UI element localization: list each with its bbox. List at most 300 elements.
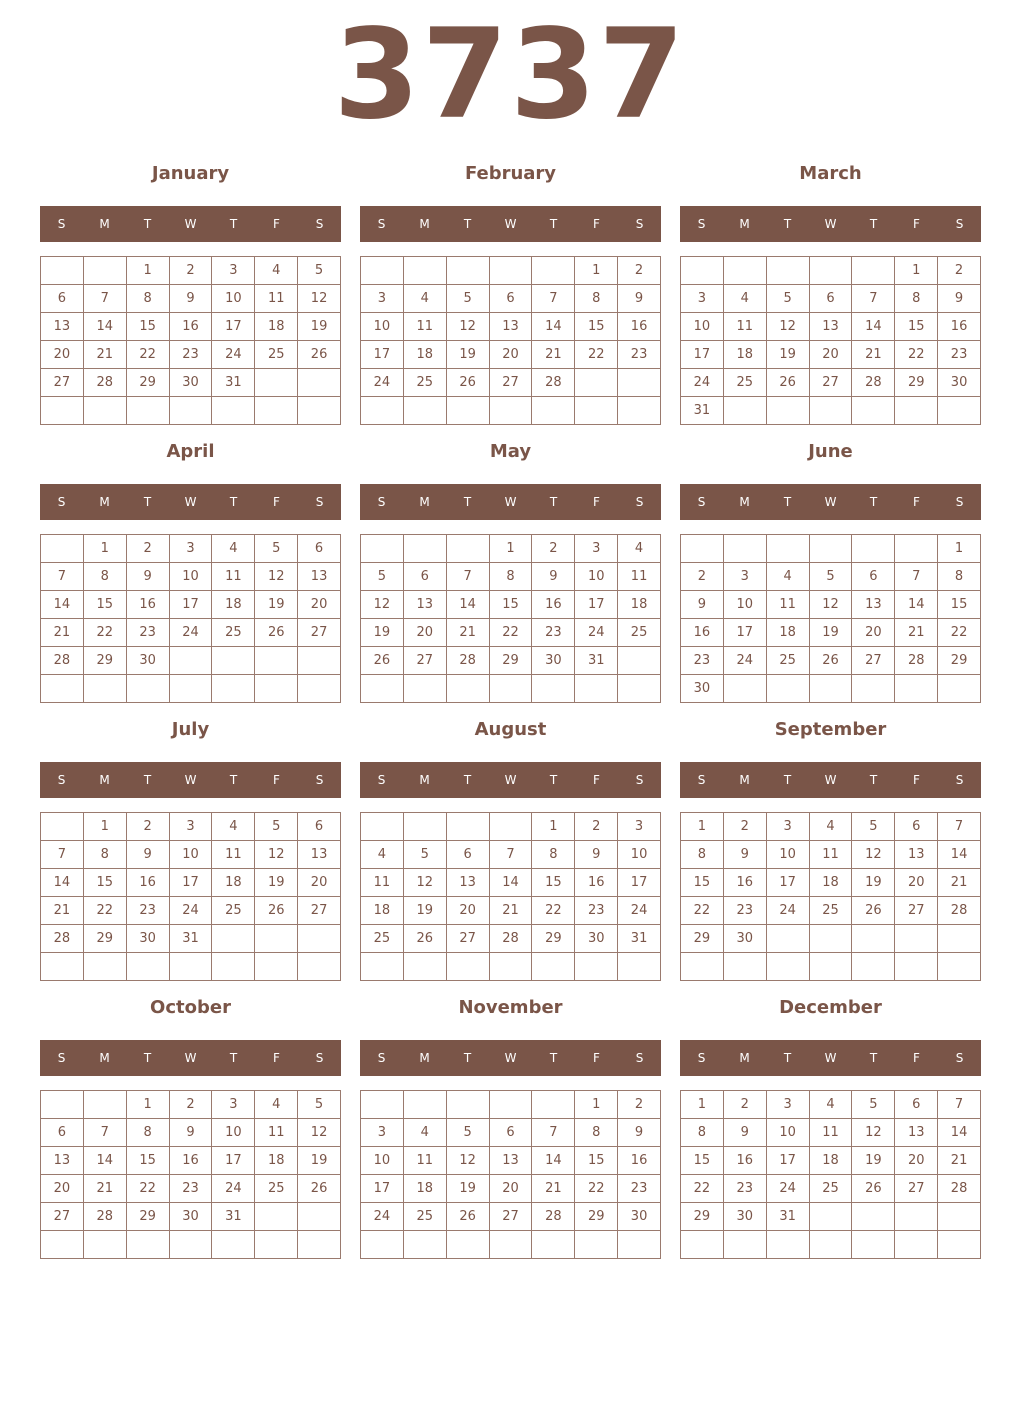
weekday-label: S [635, 217, 644, 231]
empty-day-cell [361, 535, 404, 563]
empty-day-cell [404, 1231, 447, 1259]
day-cell: 26 [852, 897, 895, 925]
empty-day-cell [724, 535, 767, 563]
weekday-label: S [57, 217, 66, 231]
day-cell: 18 [255, 313, 298, 341]
day-cell: 9 [127, 563, 170, 591]
day-cell: 30 [170, 1203, 213, 1231]
day-cell: 29 [681, 925, 724, 953]
day-cell: 8 [575, 285, 618, 313]
empty-day-cell [298, 397, 341, 425]
day-cell: 2 [532, 535, 575, 563]
empty-day-cell [618, 369, 661, 397]
day-cell: 9 [618, 1119, 661, 1147]
month-name: August [474, 719, 547, 740]
empty-day-cell [532, 675, 575, 703]
day-cell: 15 [532, 869, 575, 897]
empty-day-cell [447, 1091, 490, 1119]
day-cell: 14 [447, 591, 490, 619]
day-cell: 2 [170, 257, 213, 285]
day-cell: 20 [895, 869, 938, 897]
empty-day-cell [852, 1231, 895, 1259]
day-cell: 21 [938, 869, 981, 897]
day-cell: 24 [212, 1175, 255, 1203]
day-cell: 25 [255, 341, 298, 369]
day-cell: 7 [532, 285, 575, 313]
day-cell: 14 [41, 869, 84, 897]
day-cell: 14 [41, 591, 84, 619]
day-cell: 25 [361, 925, 404, 953]
day-cell: 18 [810, 1147, 853, 1175]
empty-day-cell [681, 535, 724, 563]
empty-day-cell [361, 953, 404, 981]
empty-day-cell [895, 397, 938, 425]
weekday-label: F [593, 217, 600, 231]
empty-day-cell [212, 925, 255, 953]
day-cell: 6 [41, 285, 84, 313]
day-cell: 22 [84, 619, 127, 647]
weekday-label: M [739, 773, 750, 787]
day-cell: 6 [404, 563, 447, 591]
empty-day-cell [895, 535, 938, 563]
empty-day-cell [127, 397, 170, 425]
day-cell: 8 [681, 841, 724, 869]
empty-day-cell [212, 675, 255, 703]
day-cell: 11 [810, 1119, 853, 1147]
day-cell: 29 [895, 369, 938, 397]
day-cell: 28 [41, 647, 84, 675]
day-cell: 12 [255, 841, 298, 869]
weekday-label: W [824, 1051, 837, 1065]
day-cell: 11 [404, 313, 447, 341]
weekday-label: T [869, 495, 878, 509]
day-cell: 18 [618, 591, 661, 619]
day-cell: 3 [361, 285, 404, 313]
weekday-label: T [549, 1051, 558, 1065]
day-cell: 30 [127, 647, 170, 675]
weekday-label: M [99, 1051, 110, 1065]
day-grid [680, 1090, 981, 1259]
day-cell: 1 [575, 1091, 618, 1119]
empty-day-cell [447, 257, 490, 285]
empty-day-cell [404, 1091, 447, 1119]
empty-day-cell [532, 1091, 575, 1119]
day-cell: 17 [361, 341, 404, 369]
month-name: December [779, 997, 882, 1018]
day-cell: 10 [212, 285, 255, 313]
day-cell: 9 [170, 1119, 213, 1147]
day-cell: 7 [895, 563, 938, 591]
day-cell: 16 [127, 591, 170, 619]
day-cell: 26 [404, 925, 447, 953]
day-cell: 18 [212, 869, 255, 897]
day-cell: 22 [575, 1175, 618, 1203]
empty-day-cell [724, 257, 767, 285]
day-cell: 15 [490, 591, 533, 619]
month-name: September [774, 719, 887, 740]
day-cell: 3 [681, 285, 724, 313]
day-cell: 25 [255, 1175, 298, 1203]
day-cell: 7 [41, 563, 84, 591]
weekday-header [40, 206, 341, 242]
day-cell: 6 [490, 1119, 533, 1147]
day-cell: 20 [41, 1175, 84, 1203]
day-cell: 10 [618, 841, 661, 869]
day-cell: 4 [212, 813, 255, 841]
empty-day-cell [575, 675, 618, 703]
day-cell: 7 [938, 1091, 981, 1119]
day-cell: 29 [490, 647, 533, 675]
empty-day-cell [681, 257, 724, 285]
day-cell: 14 [852, 313, 895, 341]
day-cell: 2 [618, 1091, 661, 1119]
day-cell: 7 [84, 285, 127, 313]
weekday-label: S [697, 495, 706, 509]
weekday-label: S [635, 773, 644, 787]
empty-day-cell [298, 675, 341, 703]
empty-day-cell [84, 675, 127, 703]
day-cell: 28 [895, 647, 938, 675]
day-cell: 13 [490, 313, 533, 341]
day-cell: 24 [170, 619, 213, 647]
empty-day-cell [361, 1231, 404, 1259]
day-cell: 23 [532, 619, 575, 647]
day-cell: 22 [938, 619, 981, 647]
day-cell: 4 [810, 1091, 853, 1119]
day-cell: 6 [810, 285, 853, 313]
day-cell: 4 [404, 1119, 447, 1147]
weekday-header [680, 484, 981, 520]
day-cell: 15 [84, 869, 127, 897]
empty-day-cell [938, 953, 981, 981]
day-cell: 23 [170, 1175, 213, 1203]
day-cell: 10 [767, 1119, 810, 1147]
empty-day-cell [767, 257, 810, 285]
day-cell: 8 [127, 1119, 170, 1147]
weekday-label: S [955, 217, 964, 231]
day-cell: 11 [361, 869, 404, 897]
day-cell: 24 [575, 619, 618, 647]
day-cell: 17 [575, 591, 618, 619]
day-cell: 21 [532, 1175, 575, 1203]
weekday-label: S [315, 495, 324, 509]
day-cell: 30 [724, 1203, 767, 1231]
day-cell: 9 [575, 841, 618, 869]
day-cell: 20 [895, 1147, 938, 1175]
empty-day-cell [938, 397, 981, 425]
empty-day-cell [404, 675, 447, 703]
empty-day-cell [127, 675, 170, 703]
weekday-label: T [463, 217, 472, 231]
day-cell: 11 [810, 841, 853, 869]
day-cell: 10 [575, 563, 618, 591]
weekday-label: M [739, 1051, 750, 1065]
empty-day-cell [41, 813, 84, 841]
weekday-label: S [697, 217, 706, 231]
day-cell: 24 [767, 897, 810, 925]
day-cell: 13 [447, 869, 490, 897]
day-cell: 18 [361, 897, 404, 925]
day-cell: 10 [170, 841, 213, 869]
weekday-label: F [593, 773, 600, 787]
day-cell: 8 [575, 1119, 618, 1147]
day-cell: 19 [810, 619, 853, 647]
empty-day-cell [212, 397, 255, 425]
day-cell: 28 [532, 1203, 575, 1231]
day-cell: 6 [895, 1091, 938, 1119]
empty-day-cell [810, 1231, 853, 1259]
day-cell: 1 [490, 535, 533, 563]
day-cell: 19 [255, 591, 298, 619]
day-cell: 1 [575, 257, 618, 285]
empty-day-cell [938, 925, 981, 953]
weekday-label: S [57, 495, 66, 509]
day-cell: 14 [938, 841, 981, 869]
day-cell: 28 [532, 369, 575, 397]
day-cell: 12 [852, 841, 895, 869]
month-name: March [799, 163, 862, 184]
day-cell: 13 [490, 1147, 533, 1175]
empty-day-cell [490, 953, 533, 981]
day-cell: 10 [681, 313, 724, 341]
day-cell: 27 [852, 647, 895, 675]
empty-day-cell [255, 925, 298, 953]
month-name: February [464, 163, 557, 184]
weekday-label: S [955, 773, 964, 787]
empty-day-cell [895, 675, 938, 703]
day-cell: 27 [490, 1203, 533, 1231]
day-cell: 15 [127, 313, 170, 341]
day-cell: 11 [767, 591, 810, 619]
day-cell: 22 [127, 1175, 170, 1203]
day-cell: 17 [767, 869, 810, 897]
empty-day-cell [895, 1203, 938, 1231]
weekday-label: W [184, 773, 197, 787]
day-grid [360, 256, 661, 425]
weekday-label: F [273, 1051, 280, 1065]
day-cell: 8 [84, 563, 127, 591]
day-cell: 3 [575, 535, 618, 563]
day-cell: 29 [127, 369, 170, 397]
day-cell: 20 [810, 341, 853, 369]
weekday-header [40, 1040, 341, 1076]
day-cell: 9 [532, 563, 575, 591]
day-cell: 25 [212, 897, 255, 925]
day-cell: 28 [84, 1203, 127, 1231]
day-cell: 11 [724, 313, 767, 341]
day-grid [360, 812, 661, 981]
day-grid [40, 1090, 341, 1259]
day-cell: 3 [212, 257, 255, 285]
day-cell: 6 [298, 813, 341, 841]
day-cell: 26 [298, 1175, 341, 1203]
day-cell: 30 [127, 925, 170, 953]
day-cell: 23 [724, 897, 767, 925]
day-cell: 6 [852, 563, 895, 591]
day-cell: 26 [810, 647, 853, 675]
empty-day-cell [575, 1231, 618, 1259]
day-cell: 21 [490, 897, 533, 925]
day-cell: 2 [127, 535, 170, 563]
day-cell: 24 [724, 647, 767, 675]
day-cell: 27 [895, 897, 938, 925]
day-cell: 15 [895, 313, 938, 341]
weekday-label: S [635, 495, 644, 509]
empty-day-cell [767, 397, 810, 425]
day-cell: 25 [810, 897, 853, 925]
empty-day-cell [255, 1203, 298, 1231]
empty-day-cell [212, 647, 255, 675]
weekday-label: F [593, 495, 600, 509]
day-cell: 5 [255, 535, 298, 563]
day-cell: 10 [170, 563, 213, 591]
day-cell: 24 [767, 1175, 810, 1203]
day-cell: 19 [767, 341, 810, 369]
day-cell: 24 [618, 897, 661, 925]
weekday-label: F [913, 217, 920, 231]
weekday-label: T [229, 1051, 238, 1065]
weekday-label: F [273, 773, 280, 787]
day-cell: 11 [618, 563, 661, 591]
empty-day-cell [41, 1231, 84, 1259]
empty-day-cell [447, 535, 490, 563]
weekday-label: S [315, 1051, 324, 1065]
empty-day-cell [810, 675, 853, 703]
day-cell: 19 [361, 619, 404, 647]
day-cell: 22 [575, 341, 618, 369]
day-cell: 13 [852, 591, 895, 619]
empty-day-cell [852, 1203, 895, 1231]
day-cell: 5 [810, 563, 853, 591]
empty-day-cell [212, 953, 255, 981]
day-cell: 27 [298, 897, 341, 925]
empty-day-cell [84, 953, 127, 981]
empty-day-cell [618, 1231, 661, 1259]
day-cell: 5 [767, 285, 810, 313]
empty-day-cell [767, 535, 810, 563]
day-cell: 16 [532, 591, 575, 619]
day-cell: 23 [681, 647, 724, 675]
day-cell: 26 [361, 647, 404, 675]
day-cell: 3 [618, 813, 661, 841]
day-cell: 1 [84, 535, 127, 563]
empty-day-cell [852, 257, 895, 285]
empty-day-cell [852, 535, 895, 563]
empty-day-cell [724, 397, 767, 425]
empty-day-cell [298, 647, 341, 675]
empty-day-cell [810, 257, 853, 285]
day-cell: 9 [170, 285, 213, 313]
day-cell: 27 [41, 369, 84, 397]
weekday-label: F [913, 495, 920, 509]
day-cell: 30 [724, 925, 767, 953]
day-cell: 19 [404, 897, 447, 925]
empty-day-cell [575, 397, 618, 425]
day-cell: 31 [212, 369, 255, 397]
day-cell: 8 [127, 285, 170, 313]
day-cell: 8 [938, 563, 981, 591]
day-cell: 21 [532, 341, 575, 369]
day-cell: 2 [170, 1091, 213, 1119]
empty-day-cell [767, 925, 810, 953]
day-cell: 24 [361, 1203, 404, 1231]
day-cell: 9 [938, 285, 981, 313]
day-cell: 4 [255, 257, 298, 285]
day-cell: 28 [447, 647, 490, 675]
weekday-label: T [783, 1051, 792, 1065]
empty-day-cell [447, 813, 490, 841]
day-cell: 19 [298, 313, 341, 341]
day-cell: 9 [724, 841, 767, 869]
day-cell: 22 [681, 1175, 724, 1203]
weekday-label: T [869, 1051, 878, 1065]
weekday-label: S [955, 1051, 964, 1065]
day-cell: 10 [212, 1119, 255, 1147]
weekday-header [40, 762, 341, 798]
day-cell: 2 [618, 257, 661, 285]
day-cell: 7 [41, 841, 84, 869]
empty-day-cell [404, 257, 447, 285]
weekday-label: T [143, 1051, 152, 1065]
day-cell: 31 [212, 1203, 255, 1231]
day-cell: 13 [895, 1119, 938, 1147]
day-cell: 28 [84, 369, 127, 397]
weekday-label: W [504, 1051, 517, 1065]
day-cell: 9 [681, 591, 724, 619]
day-cell: 4 [810, 813, 853, 841]
empty-day-cell [490, 1091, 533, 1119]
day-cell: 11 [212, 841, 255, 869]
day-cell: 23 [127, 619, 170, 647]
day-cell: 21 [41, 619, 84, 647]
day-cell: 27 [41, 1203, 84, 1231]
day-cell: 11 [404, 1147, 447, 1175]
day-cell: 7 [938, 813, 981, 841]
weekday-label: S [377, 1051, 386, 1065]
empty-day-cell [255, 647, 298, 675]
weekday-label: T [229, 217, 238, 231]
day-cell: 16 [724, 869, 767, 897]
empty-day-cell [127, 953, 170, 981]
year-title: 3737 [333, 3, 687, 147]
weekday-label: T [229, 773, 238, 787]
day-cell: 14 [532, 313, 575, 341]
day-cell: 27 [895, 1175, 938, 1203]
day-cell: 19 [852, 1147, 895, 1175]
weekday-label: S [377, 217, 386, 231]
empty-day-cell [170, 675, 213, 703]
weekday-label: S [635, 1051, 644, 1065]
empty-day-cell [404, 813, 447, 841]
month-name: May [489, 441, 532, 462]
day-cell: 27 [810, 369, 853, 397]
empty-day-cell [298, 369, 341, 397]
weekday-label: W [184, 217, 197, 231]
day-cell: 15 [575, 1147, 618, 1175]
weekday-label: S [315, 217, 324, 231]
day-cell: 9 [724, 1119, 767, 1147]
day-cell: 28 [852, 369, 895, 397]
day-cell: 10 [767, 841, 810, 869]
weekday-label: S [377, 773, 386, 787]
day-cell: 6 [895, 813, 938, 841]
weekday-label: W [184, 495, 197, 509]
day-cell: 7 [84, 1119, 127, 1147]
day-cell: 4 [767, 563, 810, 591]
day-cell: 25 [404, 1203, 447, 1231]
day-cell: 18 [724, 341, 767, 369]
day-cell: 26 [767, 369, 810, 397]
